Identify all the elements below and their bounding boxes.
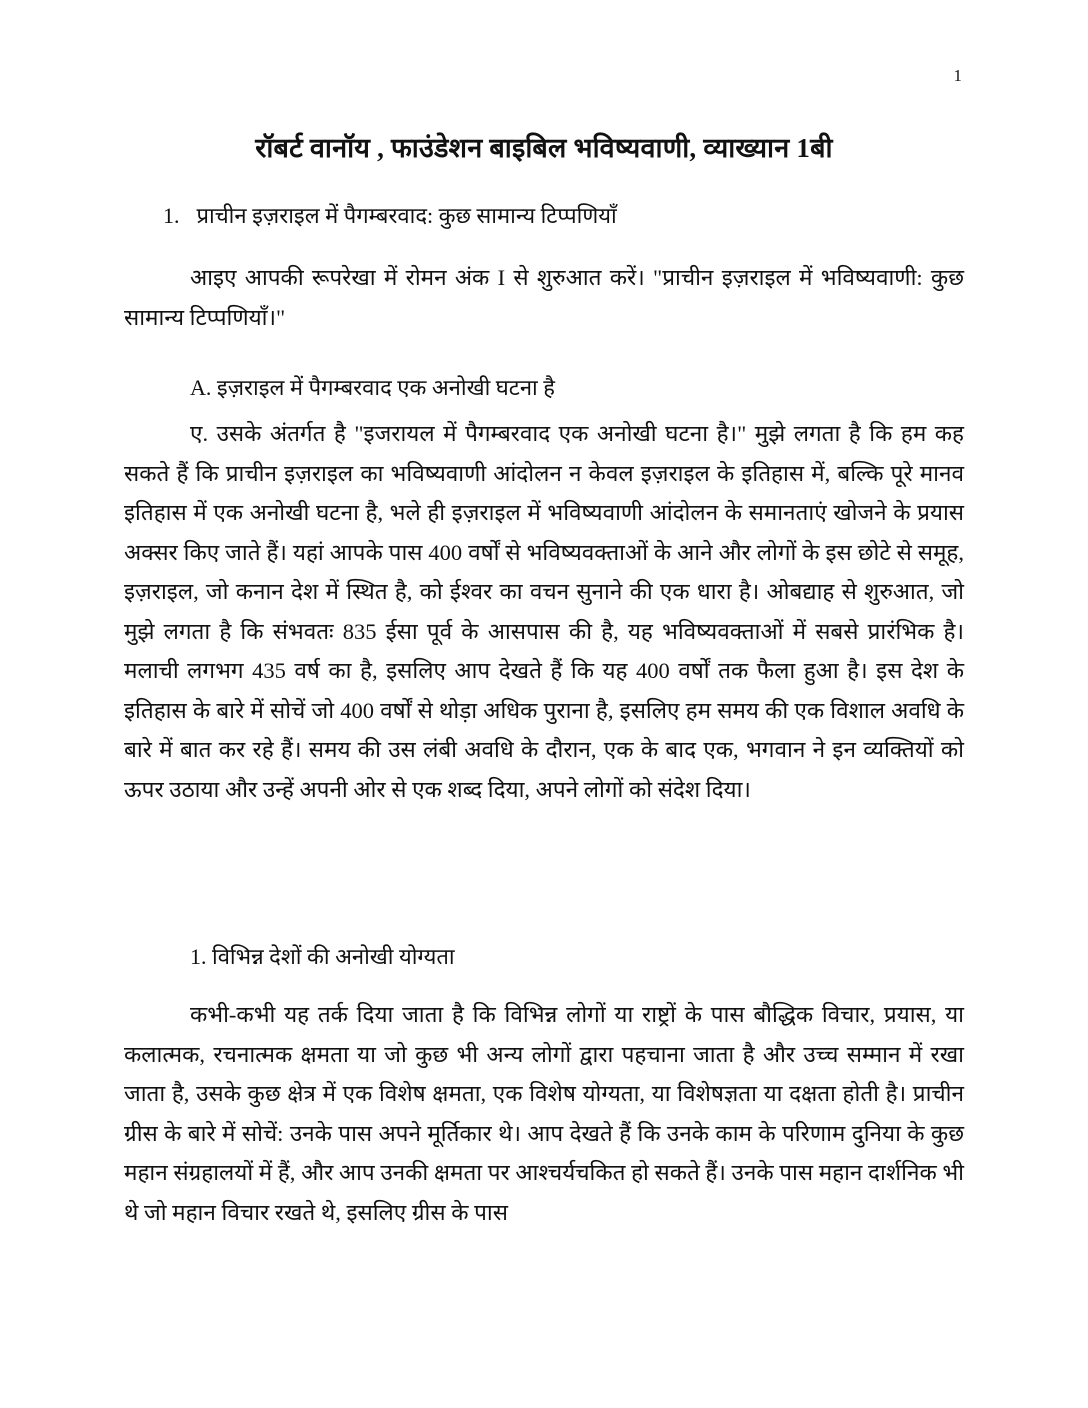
lecture-title: रॉबर्ट वानॉय , फाउंडेशन बाइबिल भविष्यवाणी, व्याख्यान 1बी <box>255 133 833 163</box>
subsection-1-heading: 1. विभिन्न देशों की अनोखी योग्यता <box>190 944 455 969</box>
page-number: 1 <box>953 66 962 85</box>
subsection-a-paragraph: ए. उसके अंतर्गत है "इजरायल में पैगम्बरवाद एक अनोखी घटना है।" मुझे लगता है कि हम कह सकते हैं कि प्राचीन इज़राइल का भविष्यवाणी आंदोलन न केवल इज़राइल के इतिहास में, बल्कि पूरे मानव इतिहास में एक अनोखी घटना है, भले ही इज़राइल में भविष्यवाणी आंदोलन के समानताएं खोजने के प्रयास अक्सर किए जाते हैं। यहां आपके पास 400 वर्षों से भविष्यवक्ताओं के आने और लोगों के इस छोटे से समूह, इज़राइल, जो कनान देश में स्थित है, को ईश्वर का वचन सुनाने की एक धारा है। ओबद्याह से शुरुआत, जो मुझे लगता है कि संभवतः 835 ईसा पूर्व के आसपास की है, यह भविष्यवक्ताओं में सबसे प्रारंभिक है। मलाची लगभग 435 वर्ष का है, इसलिए आप देखते हैं कि यह 400 वर्षों तक फैला हुआ है। इस देश के इतिहास के बारे में सोचें जो 400 वर्षों से थोड़ा अधिक पुराना है, इसलिए हम समय की एक विशाल अवधि के बारे में बात कर रहे हैं। समय की उस लंबी अवधि के दौरान, एक के बाद एक, भगवान ने इन व्यक्तियों को ऊपर उठाया और उन्हें अपनी ओर से एक शब्द दिया, अपने लोगों को संदेश दिया। <box>124 421 964 802</box>
section-heading-text: प्राचीन इज़राइल में पैगम्बरवाद: कुछ सामान्य टिप्पणियाँ <box>196 203 617 228</box>
subsection-a-heading: A. इज़राइल में पैगम्बरवाद एक अनोखी घटना है <box>190 375 555 400</box>
subsection-1-paragraph: कभी-कभी यह तर्क दिया जाता है कि विभिन्न लोगों या राष्ट्रों के पास बौद्धिक विचार, प्रयास, या कलात्मक, रचनात्मक क्षमता या जो कुछ भी अन्य लोगों द्वारा पहचाना जाता है और उच्च सम्मान में रखा जाता है, उसके कुछ क्षेत्र में एक विशेष क्षमता, एक विशेष योग्यता, या विशेषज्ञता या दक्षता होती है। प्राचीन ग्रीस के बारे में सोचें: उनके पास अपने मूर्तिकार थे। आप देखते हैं कि उनके काम के परिणाम दुनिया के कुछ महान संग्रहालयों में हैं, और आप उनकी क्षमता पर आश्चर्यचकित हो सकते हैं। उनके पास महान दार्शनिक भी थे जो महान विचार रखते थे, इसलिए ग्रीस के पास <box>124 1002 964 1225</box>
section-number: 1. <box>163 203 180 228</box>
intro-paragraph: आइए आपकी रूपरेखा में रोमन अंक I से शुरुआत करें। "प्राचीन इज़राइल में भविष्यवाणी: कुछ सामान्य टिप्पणियाँ।" <box>124 265 964 330</box>
section-heading <box>163 200 617 230</box>
